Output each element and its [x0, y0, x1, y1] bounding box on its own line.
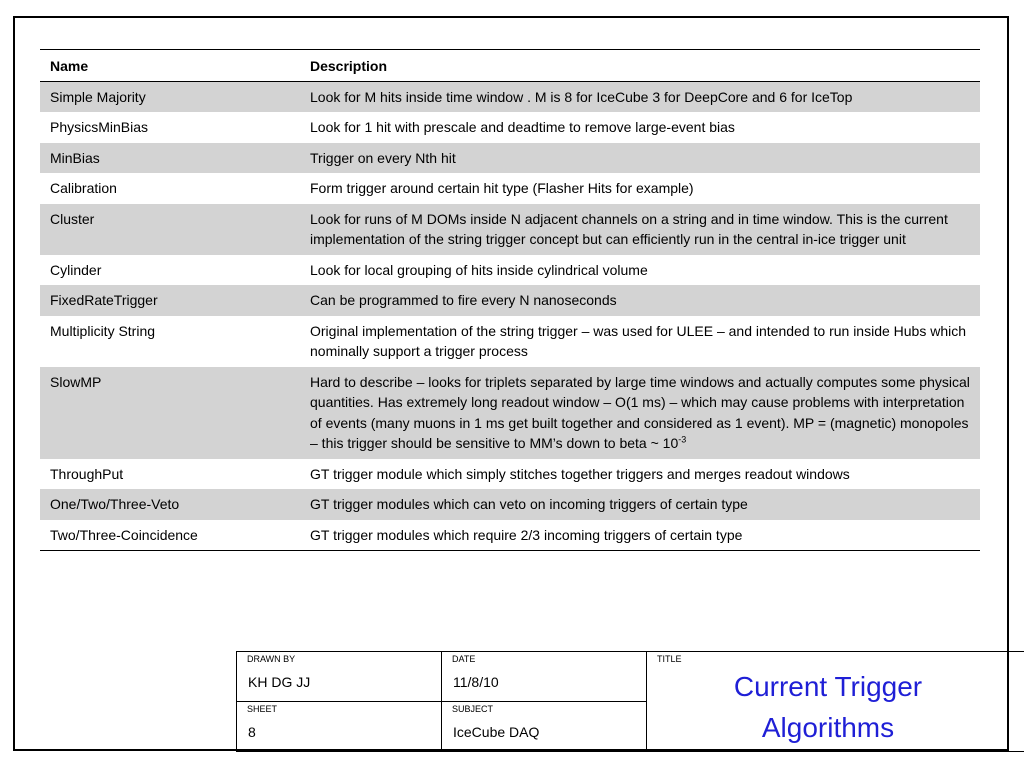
table-row — [40, 143, 980, 174]
title-cell — [646, 651, 1024, 752]
date-value: 11/8/10 — [453, 674, 499, 690]
sheet-label: SHEET — [247, 704, 278, 714]
drawing-title-line2: Algorithms — [761, 712, 895, 743]
table-row — [40, 316, 980, 367]
exponent: -3 — [678, 434, 687, 445]
table-row — [40, 489, 980, 520]
trigger-table — [40, 49, 980, 551]
table-row — [40, 81, 980, 112]
row-name: ThroughPut — [50, 465, 124, 482]
subject-label: SUBJECT — [452, 704, 494, 714]
sheet-value: 8 — [248, 724, 256, 740]
title-label: TITLE — [657, 654, 682, 664]
row-name: Calibration — [50, 180, 117, 196]
table-row — [40, 520, 980, 551]
drawn-by-label: DRAWN BY — [247, 654, 296, 664]
drawing-title-line1: Current Trigger — [733, 671, 923, 702]
row-name: One/Two/Three-Veto — [40, 489, 300, 520]
table-row — [40, 255, 980, 286]
table-row — [40, 204, 980, 255]
trigger-table-body — [40, 81, 980, 551]
row-name: SlowMP — [40, 367, 300, 459]
date-label: DATE — [452, 654, 476, 664]
row-name: Two/Three-Coincidence — [40, 520, 300, 551]
row-name: FixedRateTrigger — [40, 285, 300, 316]
row-description: GT trigger modules which can veto on incoming triggers of certain type — [300, 489, 980, 520]
row-description: Trigger on every Nth hit — [300, 143, 980, 174]
table-header-row — [40, 50, 980, 82]
date-cell — [441, 651, 647, 702]
row-description: Original implementation of the string trigger – was used for ULEE – and intended to run inside Hubs which nominally support a trigger process — [310, 322, 967, 359]
header-description: Description — [300, 50, 980, 82]
table-row — [40, 112, 980, 143]
row-name: MinBias — [40, 143, 300, 174]
row-name: PhysicsMinBias — [50, 119, 149, 135]
table-row — [40, 459, 980, 490]
row-description: GT trigger module which simply stitches together triggers and merges readout windows — [310, 465, 850, 482]
row-description: Look for M hits inside time window . M is 8 for IceCube 3 for DeepCore and 6 for IceTop — [300, 81, 980, 112]
row-name: Multiplicity String — [50, 322, 156, 339]
drawn-by-value: KH DG JJ — [248, 674, 311, 690]
row-description: Look for local grouping of hits inside cylindrical volume — [310, 261, 648, 278]
header-name: Name — [40, 50, 300, 82]
drawn-by-cell — [236, 651, 442, 702]
row-description: GT trigger modules which require 2/3 incoming triggers of certain type — [300, 520, 980, 551]
sheet-cell — [236, 701, 442, 752]
table-row — [40, 285, 980, 316]
row-description-text: Hard to describe – looks for triplets separated by large time windows and actually computes some physical quantities. Has extremely long readout window – O(1 ms) – which may cause problems with interpretation of events (many muons in 1 ms get built together and considered as 1 event). MP = (magnetic) monopoles – this trigger should be sensitive to MM’s down to beta ~ 10 — [310, 373, 970, 451]
row-name: Cluster — [40, 204, 300, 255]
row-description: Look for runs of M DOMs inside N adjacent channels on a string and in time window. This is the current implementation of the string trigger concept but can efficiently run in the central in-ice trigger unit — [300, 204, 980, 255]
table-row — [40, 173, 980, 204]
subject-value: IceCube DAQ — [453, 724, 540, 740]
row-description: Can be programmed to fire every N nanoseconds — [300, 285, 980, 316]
row-name: Cylinder — [50, 261, 102, 278]
row-description — [300, 367, 980, 459]
subject-cell — [441, 701, 647, 752]
row-name: Simple Majority — [40, 81, 300, 112]
row-description: Look for 1 hit with prescale and deadtime to remove large-event bias — [310, 119, 735, 135]
drawing-title — [647, 666, 1009, 748]
row-description: Form trigger around certain hit type (Flasher Hits for example) — [310, 180, 694, 196]
table-row — [40, 367, 980, 459]
